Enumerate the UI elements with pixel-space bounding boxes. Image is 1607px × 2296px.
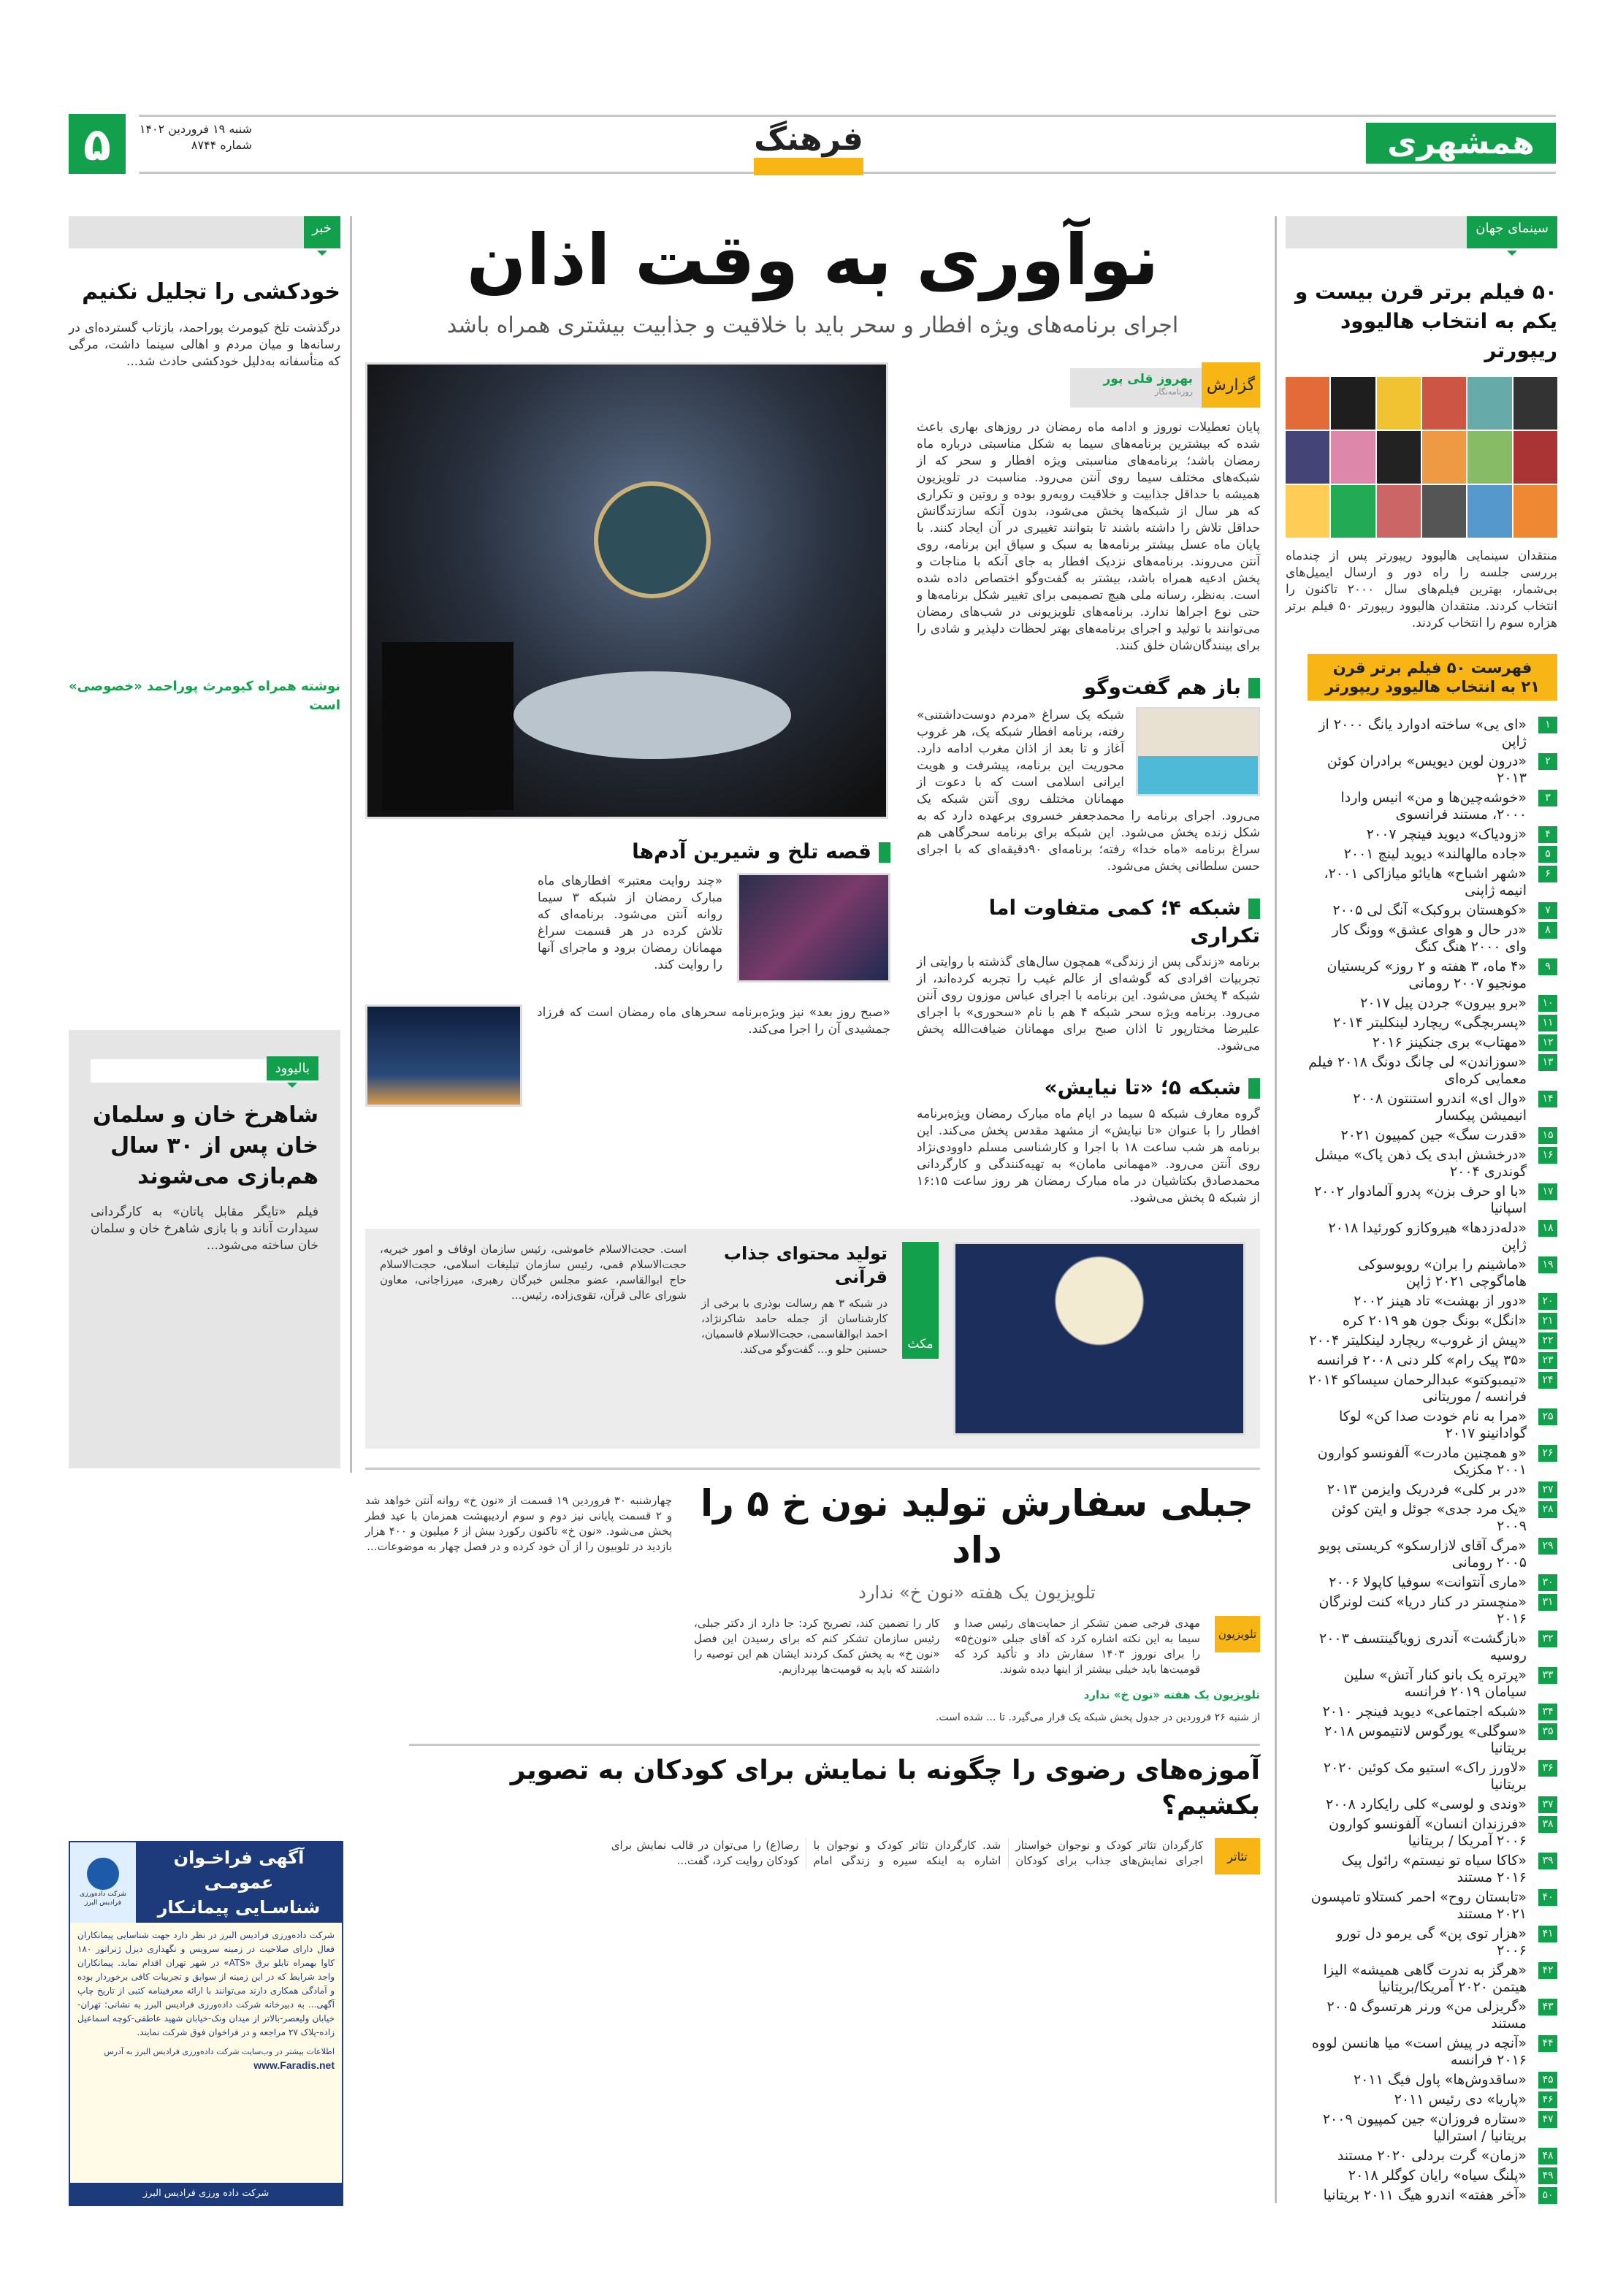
- film-list-item: [1308, 2034, 1557, 2070]
- film-rank: ۴۵: [1538, 2072, 1557, 2089]
- interview-photo: [1136, 707, 1260, 796]
- world-cinema-body: منتقدان سینمایی هالیوود ریپورتر پس از چندماه بررسی جلسه را راه دور و ارسال ایمیل‌های بی‌شمار، بهترین فیلم‌های سال ۲۰۰۰ تاکنون را انتخاب کردند. منتقدان هالیوود ریپورتر ۵۰ فیلم برتر هزاره سوم را انتخاب کردند.: [1286, 549, 1557, 630]
- film-title: «درخشش ابدی یک ذهن پاک» میشل گوندری ۲۰۰۴: [1315, 1147, 1527, 1180]
- film-list-item: [1308, 1089, 1557, 1126]
- ad-website-row: [70, 2045, 342, 2079]
- section-1: [917, 674, 1260, 875]
- ad-body: شرکت داده‌ورزی فرادیس البرز در نظر دارد جهت شناسایی پیمانکاران فعال دارای صلاحیت در زمینه سرویس و نگهداری دیزل ژنراتور ۱۸۰ کاوا بهمراه تابلو برق «ATS» در شهر تهران اقدام نماید. پیمانکاران واجد شرایط که در این زمینه از سوابق و تجربیات کافی برخوردار بوده و آمادگی همکاری دارند می‌توانند با ارائه معرفینامه کتبی از تاریخ چاپ آگهی... به دبیرخانه شرکت داده‌ورزی فرادیس البرز به نشانی: تهران-خیابان ولیعصر-بالاتر از میدان ونک-خیابان شهید عاطفی-کوچه اسماعیل زاده-پلاک ۲۷ مراجعه و در فراخوان فوق شرکت نمایند.: [77, 1930, 335, 2037]
- report-tag: گزارش: [1202, 362, 1260, 408]
- film-rank: ۲۶: [1538, 1445, 1557, 1462]
- film-list-item: [1308, 1593, 1557, 1629]
- main-left: [365, 362, 890, 1107]
- film-list-item: [1308, 1182, 1557, 1218]
- film-list-item: [1308, 1443, 1557, 1480]
- film-rank: ۴۴: [1538, 2035, 1557, 2052]
- film-rank: ۳۵: [1538, 1723, 1557, 1740]
- film-list-item: [1308, 788, 1557, 825]
- film-title: «یک مرد جدی» جوئل و ایتن کوئن ۲۰۰۹: [1331, 1501, 1527, 1534]
- bollywood-headline: شاهرخ خان و سلمان خان پس از ۳۰ سال هم‌بازی می‌شوند: [92, 1102, 318, 1189]
- film-title: «بازگشت» آندری زویاگینتسف ۲۰۰۳ روسیه: [1319, 1631, 1527, 1663]
- bollywood-tag: بالیوود: [267, 1056, 318, 1080]
- film-list-item: [1308, 1888, 1557, 1924]
- film-rank: ۲۴: [1538, 1372, 1557, 1389]
- news-subhead: نوشته همراه کیومرث پوراحمد «خصوصی» است: [68, 679, 340, 713]
- film-title: «شهر اشباح» هایائو میازاکی ۲۰۰۱، انیمه ژاپنی: [1324, 866, 1527, 899]
- film-title: «پلنگ سیاه» رایان کوگلر ۲۰۱۸: [1348, 2167, 1527, 2184]
- maks-body-2: است. حجت‌الاسلام خاموشی، رئیس سازمان اوقاف و امور خیریه، حجت‌الاسلام قمی، رئیس سازمان تبلیغات اسلامی، حجت‌الاسلام حاج ابوالقاسم، عضو مجلس خبرگان رهبری، میرزاجانی، معاون شورای عالی قرآن، تقوی‌زاده، رئیس...: [380, 1243, 687, 1302]
- film-list-item: [1308, 2070, 1557, 2090]
- film-list-item: [1308, 1033, 1557, 1053]
- section-title: باز هم گفت‌وگو: [917, 674, 1260, 701]
- film-rank: ۲۱: [1538, 1313, 1557, 1330]
- film-title: «کوهستان بروکبک» آنگ لی ۲۰۰۵: [1332, 902, 1527, 918]
- film-title: «ماری آنتوانت» سوفیا کاپولا ۲۰۰۶: [1329, 1574, 1527, 1590]
- film-list-item: [1308, 1851, 1557, 1888]
- film-list-item: [1308, 1480, 1557, 1500]
- film-list-item: [1308, 1666, 1557, 1702]
- film-title: «درون لوین دیویس» برادران کوئن ۲۰۱۳: [1327, 753, 1527, 786]
- sahar-poster: [365, 1004, 522, 1107]
- film-list-item: [1308, 1722, 1557, 1758]
- film-title: «مرا به نام خودت صدا کن» لوکا گوادانینو ۲۰۱۷: [1339, 1408, 1527, 1441]
- news-body: درگذشت تلخ کیومرث پوراحمد، بازتاب گسترده‌ای در رسانه‌ها و میان مردم و اهالی سینما داشت، مرگی که متأسفانه به‌دلیل خودکشی حادث شد...: [69, 321, 340, 369]
- jebeli-footer: از شنبه ۲۶ فروردین در جدول پخش شبکه یک قرار می‌گیرد. تا ... شده است.: [935, 1712, 1260, 1723]
- film-title: «کاکا سیاه تو نیستم» رائول پیک ۲۰۱۶ مستند: [1341, 1853, 1527, 1885]
- film-rank: ۳۶: [1538, 1760, 1557, 1777]
- film-list-item: [1308, 993, 1557, 1013]
- film-title: «پیش از غروب» ریچارد لینکلیتر ۲۰۰۴: [1309, 1332, 1527, 1349]
- film-rank: ۵۰: [1538, 2187, 1557, 2204]
- film-rank: ۱۰: [1538, 995, 1557, 1012]
- film-list-item: [1308, 1053, 1557, 1089]
- razavi-headline: آموزه‌های رضوی را چگونه با نمایش برای کودکان به تصویر بکشیم؟: [510, 1755, 1260, 1820]
- film-list-item: [1308, 1311, 1557, 1331]
- main-right: [917, 362, 1260, 1207]
- film-title: «و همچنین مادرت» آلفونسو کوارون ۲۰۰۱ مکزیک: [1317, 1445, 1527, 1478]
- film-rank: ۳۳: [1538, 1667, 1557, 1684]
- film-title: «برو بیرون» جردن پیل ۲۰۱۷: [1360, 995, 1527, 1011]
- film-rank: ۱۸: [1538, 1220, 1557, 1237]
- film-list-item: [1308, 825, 1557, 844]
- film-title: «فرزندان انسان» آلفونسو کوارون ۲۰۰۶ آمریکا / بریتانیا: [1329, 1816, 1527, 1849]
- section-title: فرهنگ: [754, 121, 863, 158]
- film-list-item: [1308, 1961, 1557, 1997]
- film-list-item: [1308, 1758, 1557, 1795]
- film-rank: ۴۷: [1538, 2111, 1557, 2128]
- film-rank: ۱۱: [1538, 1015, 1557, 1031]
- jebeli-columns: [694, 1616, 1260, 1677]
- ad-website-label: اطلاعات بیشتر در وب‌سایت شرکت داده‌ورزی فرادیس البرز به آدرس: [104, 2047, 335, 2056]
- film-list-item: [1308, 901, 1557, 920]
- film-list-item: [1308, 1013, 1557, 1033]
- film-title: «سوزاندن» لی چانگ دونگ ۲۰۱۸ فیلم معمایی کره‌ای: [1308, 1054, 1527, 1087]
- film-list-item: [1308, 1255, 1557, 1292]
- film-list-item: [1308, 1795, 1557, 1815]
- film-rank: ۳۴: [1538, 1704, 1557, 1720]
- film-rank: ۳۹: [1538, 1853, 1557, 1869]
- tag-bar: [91, 1059, 318, 1083]
- film-list-item: [1308, 2146, 1557, 2166]
- ad-title-1: آگهی فراخـوان عمومـی: [173, 1847, 305, 1893]
- page-number: ۵: [69, 114, 126, 174]
- ad-title: [136, 1842, 342, 1923]
- film-rank: ۵: [1538, 846, 1557, 863]
- film-title: «زودیاک» دیوید فینچر ۲۰۰۷: [1366, 826, 1527, 842]
- ad-title-2: شناسـایی پیمانـکار: [157, 1897, 321, 1918]
- film-rank: ۱۳: [1538, 1054, 1557, 1071]
- section-body: برنامه «زندگی پس از زندگی» همچون سال‌های گذشته با روایتی از تجربیات افرادی که گوشه‌ای از عالم غیب را تجربه کرده‌اند، از شبکه ۴ پخش می‌شود. این برنامه با اجرای عباس موزون روی آنتن می‌رود. برنامه ویژه سحر شبکه ۴ هم با نام «سحوری» با اجرای علیرضا مختارپور تا اذان صبح برای مهمانان ضیافت‌الله پخش می‌شود.: [917, 955, 1261, 1053]
- film-rank: ۴۶: [1538, 2091, 1557, 2108]
- film-title: «با او حرف بزن» پدرو آلمادوار ۲۰۰۲ اسپانیا: [1313, 1183, 1527, 1216]
- film-rank: ۱۲: [1538, 1034, 1557, 1051]
- section-2: [917, 894, 1260, 1055]
- news-headline: خودکشی را تجلیل نکنیم: [82, 279, 340, 305]
- film-rank: ۲۹: [1538, 1538, 1557, 1555]
- author-name: بهروز قلی پور: [1103, 372, 1193, 386]
- jebeli-subhead: تلویزیون یک هفته «نون خ» ندارد: [1083, 1688, 1260, 1701]
- film-list-item: [1308, 1351, 1557, 1370]
- film-title: «مهتاب» بری جنکینز ۲۰۱۶: [1372, 1034, 1527, 1050]
- film-list-item: [1308, 752, 1557, 788]
- film-title: «لاورز راک» استیو مک کوئین ۲۰۲۰ بریتانیا: [1323, 1760, 1527, 1793]
- advertisement[interactable]: [69, 1841, 343, 2206]
- world-cinema: [1286, 216, 1557, 2205]
- film-rank: ۴۳: [1538, 1999, 1557, 2015]
- film-title: «ماشینم را بران» رویوسوکی هاماگوچی ۲۰۲۱ ژاپن: [1358, 1256, 1527, 1289]
- film-rank: ۲۵: [1538, 1408, 1557, 1425]
- ad-footer: شرکت داده ورزی فرادیس البرز: [70, 2183, 342, 2205]
- film-list-item: [1308, 2166, 1557, 2186]
- film-title: «تیمبوکتو» عبدالرحمان سیساکو ۲۰۱۴ فرانسه / موریتانی: [1308, 1372, 1527, 1405]
- film-list-item: [1308, 920, 1557, 957]
- film-title: «ای یی» ساخته ادوارد یانگ ۲۰۰۰ از ژاپن: [1318, 717, 1527, 750]
- jebeli-tag: تلویزیون: [1215, 1616, 1260, 1652]
- maks-title: تولید محتوای جذاب قرآنی: [723, 1243, 888, 1287]
- film-rank: ۱۴: [1538, 1091, 1557, 1107]
- jebeli-body: مهدی فرجی ضمن تشکر از حمایت‌های رئیس صدا و سیما به این نکته اشاره کرد که آقای جبلی «نون‌خ۵» را برای نوروز ۱۴۰۳ سفارش داد و تأکید کرد که قومیت‌ها باید خیلی بیشتر از اینها دیده شوند.: [954, 1617, 1200, 1676]
- film-title: «وال ای» اندرو استنتون ۲۰۰۸ انیمیشن پیکسار: [1353, 1091, 1527, 1124]
- author-role: روزنامه‌نگار: [1155, 387, 1193, 397]
- film-list-item: [1308, 2186, 1557, 2205]
- film-rank: ۴۰: [1538, 1889, 1557, 1906]
- film-title: «ستاره فروزان» جین کمپیون ۲۰۰۹ بریتانیا / استرالیا: [1322, 2111, 1527, 2144]
- film-title: «۳۵ پیک رام» کلر دنی ۲۰۰۸ فرانسه: [1316, 1352, 1527, 1368]
- film-rank: ۲۲: [1538, 1332, 1557, 1349]
- film-title: «شبکه اجتماعی» دیوید فینچر ۲۰۱۰: [1322, 1704, 1527, 1720]
- section-3: [917, 1074, 1260, 1207]
- film-list-item: [1308, 1924, 1557, 1961]
- story-rule: [409, 1744, 1260, 1746]
- film-rank: ۶: [1538, 866, 1557, 882]
- film-list-item: [1308, 957, 1557, 993]
- section-4-row: [538, 873, 890, 983]
- header-rule-top: [139, 115, 1556, 117]
- newspaper-logo[interactable]: همشهری: [1366, 123, 1556, 164]
- show-photo: [737, 873, 890, 983]
- film-title: «تابستان روح» احمر کستلاو تامپسون ۲۰۲۱ مستند: [1310, 1889, 1527, 1922]
- film-title: «پسربچگی» ریچارد لینکلیتر ۲۰۱۴: [1333, 1015, 1527, 1031]
- main-headline: نوآوری به وقت اذان: [466, 219, 1159, 301]
- jebeli-body-3: چهارشنبه ۳۰ فروردین ۱۹ قسمت از «نون خ» روانه آنتن خواهد شد و ۲ قسمت پایانی نیز دوم و سوم اردیبهشت همزمان با عید فطر پخش می‌شود. «نون خ» تاکنون رکورد بیش از ۶ میلیون و ۴۰۰ هزار بازدید در تلوبیون را از آن خود کرده و در فصل چهار به موضوعات...: [365, 1494, 673, 1553]
- film-title: «هزار توی پن» گی یرمو دل تورو ۲۰۰۶: [1336, 1926, 1527, 1959]
- film-list-item: [1308, 1126, 1557, 1145]
- section-body: «چند روایت معتبر» افطارهای ماه مبارک رمضان از شبکه ۳ سیما روانه آنتن می‌شود. برنامه‌ای که تلاش کرده در هر قسمت سراغ مهمانان رمضان برود و ماجرای آنها را روایت کند.: [538, 874, 722, 972]
- studio-photo: [365, 362, 888, 819]
- film-title: «خوشه‌چین‌ها و من» انیس واردا ۲۰۰۰، مستند فرانسوی: [1340, 790, 1527, 823]
- center-column: [365, 216, 1260, 1874]
- film-title: «۴ ماه، ۳ هفته و ۲ روز» کریستیان مونجیو ۲۰۰۷ رومانی: [1327, 958, 1527, 991]
- film-list-item: [1308, 1292, 1557, 1311]
- film-rank: ۱۷: [1538, 1183, 1557, 1200]
- film-title: «مرگ آقای لازارسکو» کریستی پویو ۲۰۰۵ رومانی: [1318, 1538, 1527, 1571]
- film-list-item: [1308, 1500, 1557, 1536]
- section-title: قصه تلخ و شیرین آدم‌ها: [538, 838, 890, 866]
- film-rank: ۳۲: [1538, 1631, 1557, 1647]
- film-rank: ۱۹: [1538, 1256, 1557, 1273]
- company-logo: [70, 1842, 136, 1923]
- film-list-item: [1308, 1145, 1557, 1182]
- film-title: «سوگلی» یورگوس لانتیموس ۲۰۱۸ بریتانیا: [1324, 1723, 1527, 1756]
- jebeli-subtitle: تلویزیون یک هفته «نون خ» ندارد: [858, 1582, 1096, 1603]
- tag-bar: [1286, 216, 1557, 248]
- camera-silhouette: [382, 642, 514, 810]
- column-divider: [350, 216, 352, 1473]
- film-title: «دور از بهشت» تاد هینز ۲۰۰۲: [1354, 1293, 1527, 1309]
- film-rank: ۴۱: [1538, 1926, 1557, 1942]
- film-title: «قدرت سگ» جین کمپیون ۲۰۲۱: [1340, 1127, 1527, 1143]
- studio-desk: [514, 671, 791, 759]
- film-title: «آخر هفته» اندرو هیگ ۲۰۱۱ بریتانیا: [1323, 2187, 1527, 2203]
- film-rank: ۴۸: [1538, 2148, 1557, 2165]
- film-rank: ۱۶: [1538, 1147, 1557, 1164]
- film-list-item: [1308, 1573, 1557, 1593]
- byline: [1070, 362, 1260, 408]
- report-lead: پایان تعطیلات نوروز و ادامه ماه رمضان در روزهای بهاری باعث شده که بیشترین برنامه‌های سیما به شکل مناسبتی درباره ماه رمضان باشد؛ برنامه‌های مناسبتی ویژه افطار و سحر که از شبکه‌های مختلف سیما روی آنتن می‌رود. مناسبت در تلویزیون همیشه با حداقل جذابیت و خلاقیت روبه‌رو بوده و روتین و تکراری که هر سال از شبکه‌ها پخش می‌شود، بدون آنکه سازندگانش حداقل تلاش را داشته باشند تا بتوانند تغییری در آن ایجاد کنند. با پایان ماه عسل بیشتر برنامه‌ها به سبک و سیاق این برنامه، روی آنتن می‌روند. برنامه‌های نزدیک افطار به جای آنکه با مناجات و پخش ادعیه همراه باشد، بیشتر به گفت‌وگو اختصاص داده شده است. به‌نظر، رسانه ملی هیچ تصمیمی برای تغییر شکل برنامه‌ها و حتی نوع اجراها ندارد. برنامه‌های تلویزیونی در شب‌های رمضان می‌توانند با تولید و اجرای برنامه‌های بهتر لحظات دلپذیر و شادی را برای بینندگان‌شان خلق کنند.: [917, 420, 1260, 653]
- maks-main: [701, 1242, 888, 1357]
- religious-program-photo: [953, 1242, 1245, 1435]
- razavi-body: کارگردان تئاتر کودک و نوجوان خواستار اجرای نمایش‌های جذاب برای کودکان شد. کارگردان تئاتر کودک و نوجوان با اشاره به اینکه سیره و زندگی امام رضا(ع) را می‌توان در قالب نمایش برای کودکان روایت کرد، گفت...: [611, 1839, 1203, 1867]
- film-title: «جاده مالهالند» دیوید لینچ ۲۰۰۱: [1343, 846, 1527, 862]
- maks-body: در شبکه ۳ هم رسالت بوذری با برخی از کارشناسان از جمله حامد شاکرنژاد، احمد ابوالقاسمی، حجت‌الاسلام قاسمیان، حسنین حلو و... گفت‌وگو می‌کند.: [701, 1297, 888, 1356]
- film-rank: ۳۱: [1538, 1594, 1557, 1611]
- film-list-item: [1308, 2090, 1557, 2110]
- film-rank: ۳۸: [1538, 1816, 1557, 1833]
- film-rank: ۹: [1538, 958, 1557, 975]
- section-body: گروه معارف شبکه ۵ سیما در ایام ماه مبارک رمضان ویژه‌برنامه افطار را با عنوان «تا نیایش» از مشهد مقدس پخش می‌کند. این برنامه هر شب ساعت ۱۸ با اجرا و کارشناسی مسلم داوودی‌نژاد روی آنتن می‌رود. «مهمانی مامان» به تهیه‌کنندگی و کارگردانی محمدصادق بکتاشیان در ماه مبارک رمضان هر روز ساعت ۱۶:۱۵ از شبکه ۵ پخش می‌شود.: [917, 1107, 1261, 1205]
- world-cinema-tag: سینمای جهان: [1467, 216, 1557, 248]
- film-rank: ۸: [1538, 922, 1557, 939]
- issue-info: [135, 121, 252, 153]
- film-list-item: [1308, 1702, 1557, 1722]
- film-title: «انگل» بونگ جون هو ۲۰۱۹ کره: [1343, 1313, 1527, 1329]
- film-title: «ساقدوش‌ها» پاول فیگ ۲۰۱۱: [1353, 2072, 1527, 2088]
- film-title: «آنچه در پیش است» میا هانسن لووه ۲۰۱۶ فرانسه: [1311, 2035, 1527, 2068]
- jebeli-headline: جبلی سفارش تولید نون خ ۵ را داد: [700, 1482, 1254, 1571]
- film-title: «در حال و هوای عشق» وونگ کار وای ۲۰۰۰ هنگ کنگ: [1332, 922, 1527, 955]
- razavi-story: [409, 1744, 1260, 1874]
- film-list-item: [1308, 1997, 1557, 2034]
- film-title: «در بر کلی» فردریک وایزمن ۲۰۱۳: [1327, 1481, 1527, 1498]
- film-list-item: [1308, 864, 1557, 901]
- jebeli-story: [365, 1480, 1260, 1703]
- film-list-item: [1308, 1331, 1557, 1351]
- section-4: [365, 838, 890, 983]
- column-divider: [1275, 216, 1277, 2203]
- film-list: [1308, 715, 1557, 2205]
- film-title: «گریزلی من» ورنر هرتسوگ ۲۰۰۵ مستند: [1327, 1999, 1527, 2032]
- main-subtitle: اجرای برنامه‌های ویژه افطار و سحر باید با خلاقیت و جذابیت بیشتری همراه باشد: [446, 313, 1179, 338]
- razavi-row: [409, 1838, 1260, 1874]
- issue-date: شنبه ۱۹ فروردین ۱۴۰۲: [139, 122, 252, 136]
- film-title: «پاریا» دی رئیس ۲۰۱۱: [1394, 2091, 1527, 2108]
- film-rank: ۱۵: [1538, 1127, 1557, 1144]
- film-rank: ۴۹: [1538, 2167, 1557, 2184]
- main-story: [365, 362, 1260, 1207]
- world-cinema-headline: ۵۰ فیلم برتر قرن بیست و یکم به انتخاب هالیوود ریپورتر: [1294, 280, 1557, 362]
- sahar-block: [365, 1004, 890, 1107]
- jebeli-body-2: کار را تضمین کند، تصریح کرد: جا دارد از دکتر جبلی، رئیس سازمان تشکر کنم که برای رسیدن این فصل «نون خ» به پخش کمک کردند ایشان هم این توصیه را داشتند که باید به قومیت‌ها بپردازیم.: [694, 1617, 940, 1676]
- film-rank: ۲۳: [1538, 1352, 1557, 1369]
- film-list-item: [1308, 1536, 1557, 1573]
- film-list-item: [1308, 1407, 1557, 1443]
- film-list-item: [1308, 1815, 1557, 1851]
- section-title: شبکه ۴؛ کمی متفاوت اما تکراری: [917, 894, 1260, 950]
- film-title: «منچستر در کنار دریا» کنت لونرگان ۲۰۱۶: [1318, 1594, 1527, 1627]
- section-title: شبکه ۵؛ «تا نیایش»: [917, 1074, 1260, 1102]
- film-title: «پرتره یک بانو کنار آتش» سلین سیامان ۲۰۱۹ فرانسه: [1343, 1667, 1527, 1700]
- film-list-item: [1308, 1218, 1557, 1255]
- section-body: شبکه یک سراغ «مردم دوست‌داشتنی» رفته، برنامه افطار شبکه یک، هر غروب آغاز و تا بعد از اذان مغرب ادامه دارد. محوریت این برنامه، پیشرفت و هویت ایرانی اسلامی است که با دعوت از مهمانان مختلف روی آنتن شبکه یک می‌رود. اجرای برنامه را محمدجعفر خسروی برعهده دارد که به شکل زنده پخش می‌شود. این شبکه برای برنامه سحرگاهی هم سراغ برنامه «ماه خدا» رفته؛ برنامه‌ای ۹۰دقیقه‌ای که با اجرای حسن سلطانی پخش می‌شود.: [917, 708, 1261, 874]
- razavi-tag: تئاتر: [1215, 1838, 1260, 1874]
- jebeli-main: [694, 1480, 1260, 1703]
- film-list-item: [1308, 2110, 1557, 2146]
- maks-box: [365, 1229, 1260, 1449]
- film-rank: ۲۰: [1538, 1293, 1557, 1310]
- film-rank: ۱: [1538, 717, 1557, 733]
- issue-number: شماره ۸۷۴۴: [191, 138, 252, 152]
- film-list-item: [1308, 1629, 1557, 1666]
- tag-bar: [69, 216, 340, 248]
- film-rank: ۳۷: [1538, 1796, 1557, 1813]
- film-title: «وندی و لوسی» کلی رایکارد ۲۰۰۸: [1326, 1796, 1527, 1812]
- film-title: «دله‌دزدها» هیروکازو کورئیدا ۲۰۱۸ ژاپن: [1328, 1220, 1527, 1253]
- studio-emblem: [594, 481, 711, 598]
- bollywood-body: فیلم «تایگر مقابل پاتان» به کارگردانی سیدارت آناند و با بازی شاهرخ خان و سلمان خان ساخته می‌شود...: [91, 1205, 318, 1253]
- sahar-caption: «صبح روز بعد» نیز ویژه‌برنامه سحرهای ماه رمضان است که فرزاد جمشیدی آن را اجرا می‌کند.: [537, 1005, 890, 1037]
- company-name: شرکت داده‌ورزی فرادیس البرز: [80, 1891, 126, 1907]
- film-list-item: [1308, 1370, 1557, 1407]
- story-rule: [365, 1468, 1260, 1470]
- film-list-item: [1308, 715, 1557, 752]
- film-rank: ۷: [1538, 902, 1557, 919]
- section-bar: [754, 158, 863, 175]
- film-rank: ۲۸: [1538, 1501, 1557, 1518]
- film-title: «هرگز به ندرت گاهی همیشه» الیزا هیتمن ۲۰۲۰ آمریکا/بریتانیا: [1323, 1962, 1527, 1995]
- film-list-item: [1308, 844, 1557, 864]
- film-list-title: فهرست ۵۰ فیلم برتر قرن ۲۱ به انتخاب هالیوود ریپورتر: [1308, 654, 1557, 701]
- ad-website-link[interactable]: www.Faradis.net: [253, 2059, 335, 2071]
- news-tag: خبر: [304, 216, 341, 248]
- film-rank: ۲: [1538, 753, 1557, 770]
- left-news: [69, 216, 340, 715]
- film-rank: ۴۲: [1538, 1962, 1557, 1979]
- film-title: «زمان» گرت بردلی ۲۰۲۰ مستند: [1337, 2148, 1527, 2164]
- maks-tag: مکث: [902, 1242, 939, 1359]
- film-rank: ۲۷: [1538, 1481, 1557, 1498]
- film-rank: ۴: [1538, 826, 1557, 843]
- film-rank: ۳۰: [1538, 1574, 1557, 1591]
- film-poster-collage: [1286, 377, 1557, 538]
- bollywood-box: [69, 1030, 340, 1468]
- film-rank: ۳: [1538, 790, 1557, 806]
